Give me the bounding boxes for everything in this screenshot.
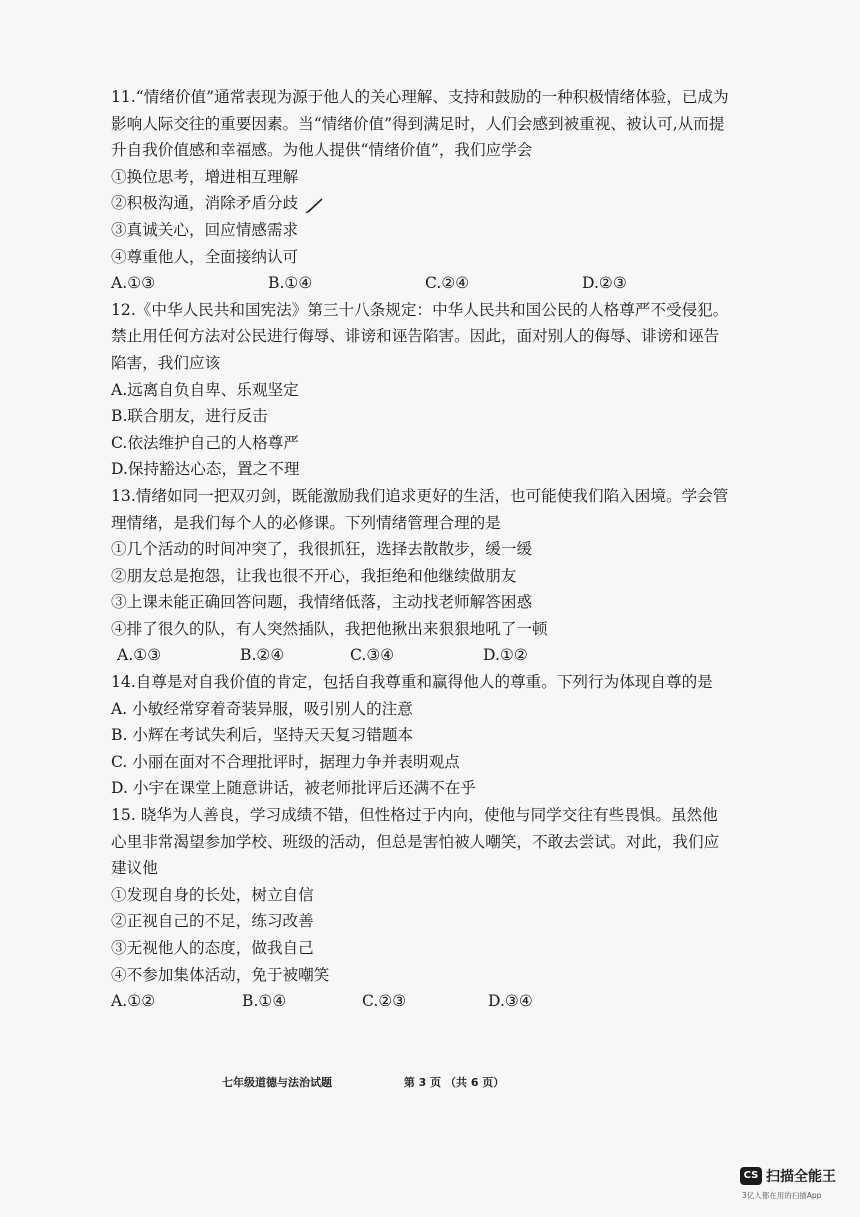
watermark-tagline: 3亿人都在用的扫描App <box>742 1191 822 1200</box>
question-11-stem-line: 升自我价值感和幸福感。为他人提供“情绪价值”，我们应学会 <box>111 141 533 160</box>
question-15-stem-line: 心里非常渴望参加学校、班级的活动，但总是害怕被人嘲笑，不敢去尝试。对此，我们应 <box>111 832 720 851</box>
question-14 <box>111 669 771 802</box>
option-d: D.①② <box>483 646 528 665</box>
question-12-stem-line: 12.《中华人民共和国宪法》第三十八条规定：中华人民共和国公民的人格尊严不受侵犯。 <box>111 300 729 319</box>
option-a: A.①③ <box>117 646 162 665</box>
question-12-stem-line: 禁止用任何方法对公民进行侮辱、诽谤和诬告陷害。因此，面对别人的侮辱、诽谤和诬告 <box>111 327 720 346</box>
camscanner-logo-icon: CS <box>740 1167 762 1185</box>
page-number: 第 3 页 （共 6 页） <box>403 1076 505 1089</box>
option-a: A. 小敏经常穿着奇装异服，吸引别人的注意 <box>111 699 413 718</box>
question-11-stem-line: 影响人际交往的重要因素。当“情绪价值”得到满足时，人们会感到被重视、被认可,从而提 <box>111 114 725 133</box>
option-c: C.②③ <box>362 992 407 1011</box>
option-b: B. 小辉在考试失利后，坚持天天复习错题本 <box>111 726 414 745</box>
question-15-statement: ④不参加集体活动，免于被嘲笑 <box>111 965 330 984</box>
question-11-statement: ②积极沟通，消除矛盾分歧 <box>111 194 299 213</box>
question-11-statement: ③真诚关心，回应情感需求 <box>111 220 299 239</box>
question-13-statement: ④排了很久的队，有人突然插队，我把他揪出来狠狠地吼了一顿 <box>111 619 548 638</box>
option-a: A.①③ <box>111 274 156 293</box>
question-15 <box>111 802 771 1015</box>
question-13-statement: ③上课未能正确回答问题，我情绪低落，主动找老师解答困惑 <box>111 593 533 612</box>
question-15-statement: ①发现自身的长处，树立自信 <box>111 885 314 904</box>
question-15-statement: ②正视自己的不足，练习改善 <box>111 912 314 931</box>
scanner-watermark <box>740 1165 850 1205</box>
question-11-statement: ④尊重他人，全面接纳认可 <box>111 247 299 266</box>
pen-mark <box>300 196 326 216</box>
question-11-stem-line: 11.“情绪价值”通常表现为源于他人的关心理解、支持和鼓励的一种积极情绪体验，已成为 <box>111 88 729 106</box>
option-d: D.③④ <box>488 992 533 1011</box>
question-12 <box>111 297 771 483</box>
option-a: A.远离自负自卑、乐观坚定 <box>111 380 299 399</box>
option-b: B.②④ <box>240 646 285 665</box>
question-11 <box>111 84 771 297</box>
question-15-statement: ③无视他人的态度，做我自己 <box>111 939 314 957</box>
question-15-options <box>111 988 771 1015</box>
exam-title: 七年级道德与法治试题 <box>222 1076 332 1089</box>
option-d: D.保持豁达心态，置之不理 <box>111 460 300 479</box>
question-13-options <box>111 642 771 669</box>
question-15-stem-line: 15. 晓华为人善良，学习成绩不错，但性格过于内向，使他与同学交往有些畏惧。虽然他 <box>111 806 718 825</box>
question-13-statement: ①几个活动的时间冲突了，我很抓狂，选择去散散步，缓一缓 <box>111 540 533 559</box>
option-b: B.联合朋友，进行反击 <box>111 407 268 426</box>
option-b: B.①④ <box>242 992 287 1011</box>
question-13-stem-line: 13.情绪如同一把双刃剑，既能激励我们追求更好的生活，也可能使我们陷入困境。学会管 <box>111 486 729 505</box>
option-b: B.①④ <box>268 274 313 293</box>
option-c: C.依法维护自己的人格尊严 <box>111 433 299 452</box>
option-d: D. 小宇在课堂上随意讲话，被老师批评后还满不在乎 <box>111 779 476 798</box>
watermark-name: 扫描全能王 <box>766 1169 836 1185</box>
question-11-statement: ①换位思考，增进相互理解 <box>111 167 299 186</box>
question-content <box>111 84 771 1015</box>
option-c: C. 小丽在面对不合理批评时，据理力争并表明观点 <box>111 752 460 771</box>
option-d: D.②③ <box>582 274 627 293</box>
question-14-stem-line: 14.自尊是对自我价值的肯定，包括自我尊重和赢得他人的尊重。下列行为体现自尊的是 <box>111 673 713 692</box>
question-13-stem-line: 理情绪，是我们每个人的必修课。下列情绪管理合理的是 <box>111 513 501 532</box>
question-13-statement: ②朋友总是抱怨，让我也很不开心，我拒绝和他继续做朋友 <box>111 566 517 585</box>
option-a: A.①② <box>111 992 156 1011</box>
option-c: C.③④ <box>350 646 395 665</box>
page-footer <box>222 1074 504 1090</box>
question-13 <box>111 483 771 669</box>
question-12-stem-line: 陷害，我们应该 <box>111 353 221 372</box>
question-15-stem-line: 建议他 <box>111 859 158 878</box>
option-c: C.②④ <box>425 274 470 293</box>
question-11-options <box>111 270 771 297</box>
